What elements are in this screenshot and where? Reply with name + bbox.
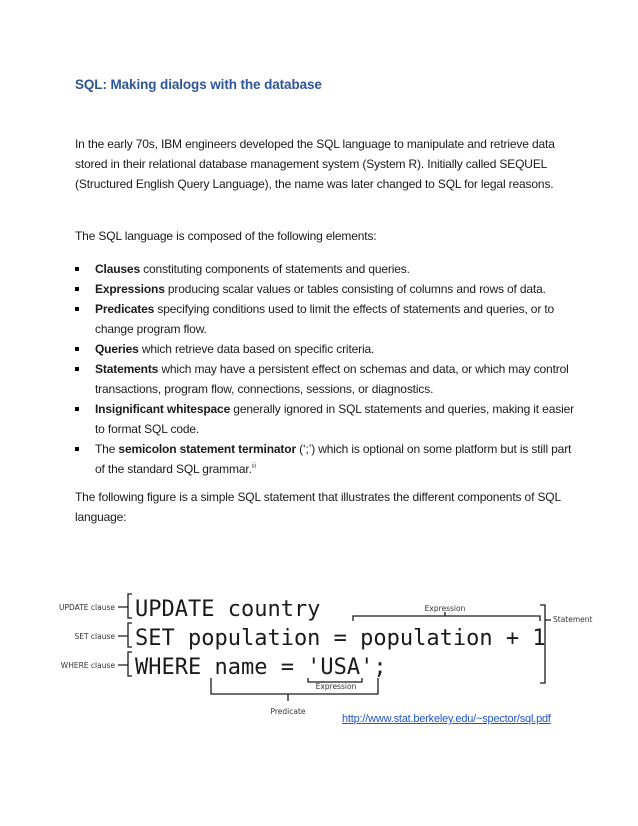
intro-paragraph: In the early 70s, IBM engineers developed the SQL language to manipulate and retrieve data stored in their relational database management system (System R). Initially called SEQUEL (Structured English Query Language), the name was later changed to SQL for legal reasons.	[75, 137, 555, 191]
list-item-term: Predicates	[95, 302, 155, 316]
update-clause-label: UPDATE clause	[59, 603, 115, 612]
figure-intro-paragraph: The following figure is a simple SQL statement that illustrates the different components of SQL language:	[75, 490, 561, 524]
where-clause-bracket	[118, 652, 132, 676]
list-item	[75, 279, 575, 299]
list-item	[75, 259, 575, 279]
bullet-square-icon	[75, 447, 79, 451]
list-item-text: constituting components of statements and queries.	[139, 262, 410, 276]
set-clause-label: SET clause	[74, 632, 115, 641]
list-item-term: Statements	[95, 362, 159, 376]
list-item-term: Insignificant whitespace	[95, 402, 231, 416]
sql-line-update: UPDATE country	[135, 597, 321, 622]
list-item-term: Queries	[95, 342, 139, 356]
list-item-term: Clauses	[95, 262, 140, 276]
expression-label-top: Expression	[424, 604, 466, 613]
statement-label: Statement	[553, 615, 593, 624]
list-item-prefix: The	[95, 442, 119, 456]
set-clause-bracket	[118, 623, 132, 647]
list-item-text: which retrieve data based on specific criteria.	[138, 342, 375, 356]
bullet-square-icon	[75, 347, 79, 351]
sql-elements-list	[75, 259, 575, 479]
list-item-text: generally ignored in SQL statements and queries, making it easier to format SQL code.	[95, 402, 574, 436]
where-clause-label: WHERE clause	[60, 661, 115, 670]
bullet-square-icon	[75, 267, 79, 271]
list-item	[75, 359, 575, 399]
sql-line-set: SET population = population + 1	[135, 626, 546, 651]
endnote-marker: iii	[251, 463, 256, 470]
sql-statement-diagram	[40, 588, 610, 718]
source-link[interactable]: http://www.stat.berkeley.edu/~spector/sql.pdf	[342, 713, 551, 725]
list-item	[75, 299, 575, 339]
predicate-label: Predicate	[270, 707, 306, 716]
bullet-square-icon	[75, 367, 79, 371]
list-item-term: semicolon statement terminator	[118, 442, 296, 456]
list-item-text: producing scalar values or tables consisting of columns and rows of data.	[164, 282, 546, 296]
list-item	[75, 439, 575, 479]
bullet-square-icon	[75, 407, 79, 411]
section-heading: SQL: Making dialogs with the database	[75, 77, 322, 92]
list-item-term: Expressions	[95, 282, 165, 296]
bullet-square-icon	[75, 287, 79, 291]
list-item-text: specifying conditions used to limit the effects of statements and queries, or to change program flow.	[95, 302, 555, 336]
update-clause-bracket	[118, 594, 132, 618]
elements-intro-paragraph: The SQL language is composed of the following elements:	[75, 229, 377, 243]
list-item	[75, 339, 575, 359]
list-item-text: which may have a persistent effect on schemas and data, or which may control transactions, program flow, connections, sessions, or diagnostics.	[95, 362, 569, 396]
sql-line-where: WHERE name = 'USA';	[135, 655, 387, 680]
expression-bracket-top	[353, 612, 540, 621]
list-item	[75, 399, 575, 439]
expression-label-bottom: Expression	[315, 682, 357, 691]
list-item-text: (‘;’) which is optional on some platform but is still part of the standard SQL grammar.	[95, 442, 572, 476]
bullet-square-icon	[75, 307, 79, 311]
